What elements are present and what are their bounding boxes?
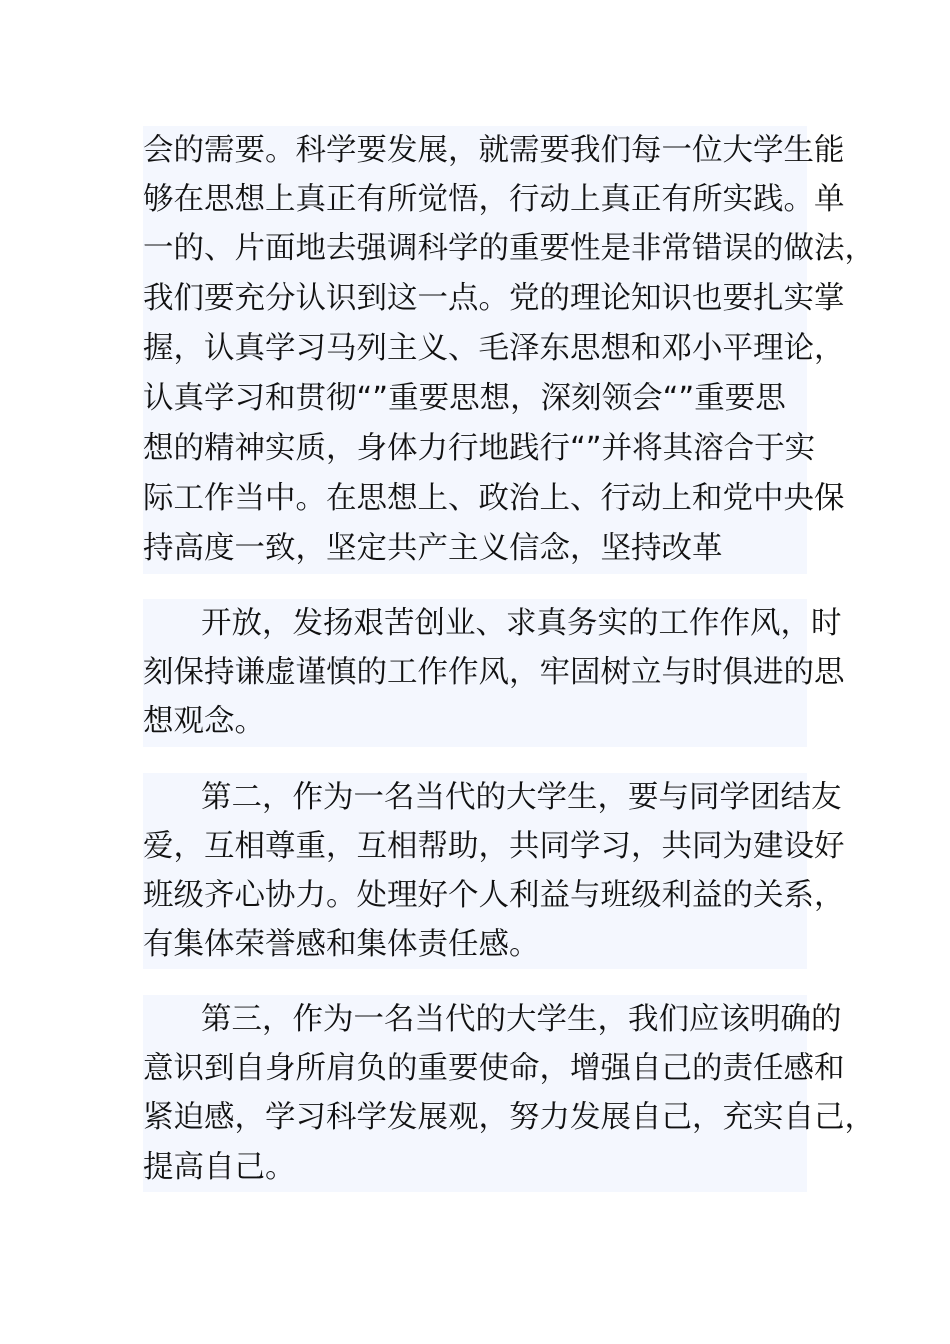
paragraph-line: 开放，发扬艰苦创业、求真务实的工作作风，时 (201, 606, 842, 641)
paragraph-1 (143, 126, 875, 574)
paragraph-line: 第三，作为一名当代的大学生，我们应该明确的 (201, 1002, 842, 1037)
paragraph-4 (143, 995, 875, 1192)
paragraph-line: 想的精神实质，身体力行地践行“”并将其溶合于实 (143, 431, 816, 466)
paragraph-line: 爱，互相尊重，互相帮助，共同学习，共同为建设好 (143, 829, 845, 864)
paragraph-line: 我们要充分认识到这一点。党的理论知识也要扎实掌 (143, 281, 845, 316)
paragraph-line: 际工作当中。在思想上、政治上、行动上和党中央保 (143, 481, 845, 516)
paragraph-line: 第二，作为一名当代的大学生，要与同学团结友 (201, 780, 842, 815)
paragraph-line: 意识到自身所肩负的重要使命，增强自己的责任感和 (143, 1051, 845, 1086)
paragraph-line: 班级齐心协力。处理好个人利益与班级利益的关系， (143, 878, 845, 913)
paragraph-line: 紧迫感，学习科学发展观，努力发展自己，充实自己， (143, 1100, 875, 1135)
paragraph-3 (143, 773, 845, 969)
paragraph-line: 提高自己。 (143, 1150, 296, 1185)
paragraph-line: 刻保持谦虚谨慎的工作作风，牢固树立与时俱进的思 (143, 655, 845, 690)
paragraph-line: 认真学习和贯彻“”重要思想，深刻领会“”重要思 (143, 381, 786, 416)
paragraph-2 (143, 599, 845, 747)
paragraph-line: 有集体荣誉感和集体责任感。 (143, 927, 540, 962)
paragraph-line: 会的需要。科学要发展，就需要我们每一位大学生能 (143, 133, 845, 168)
paragraph-line: 想观念。 (143, 704, 265, 739)
paragraph-line: 一的、片面地去强调科学的重要性是非常错误的做法， (143, 231, 875, 266)
paragraph-line: 握，认真学习马列主义、毛泽东思想和邓小平理论， (143, 331, 845, 366)
paragraph-line: 持高度一致，坚定共产主义信念，坚持改革 (143, 531, 723, 566)
paragraph-line: 够在思想上真正有所觉悟，行动上真正有所实践。单 (143, 182, 845, 217)
